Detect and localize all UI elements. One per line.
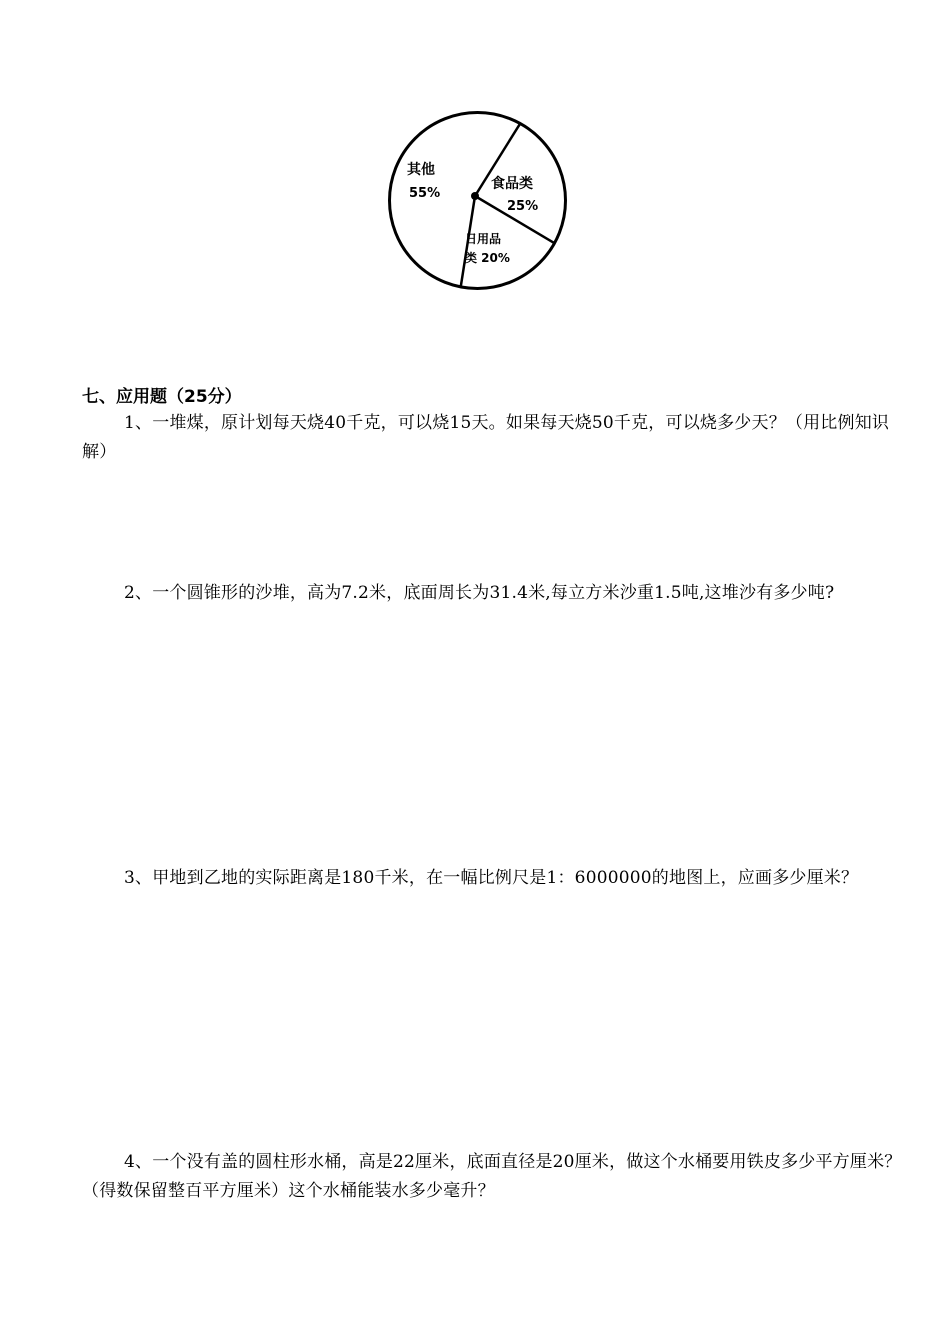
pie-chart-svg — [385, 108, 570, 293]
slice-value-other: 55% — [409, 186, 441, 201]
pie-center-dot — [471, 192, 479, 200]
slice-label-other: 其他 — [407, 162, 435, 178]
problem-1: 1、一堆煤，原计划每天烧40千克，可以烧15天。如果每天烧50千克，可以烧多少天？（用比例知识解） — [82, 413, 890, 462]
problem-3: 3、甲地到乙地的实际距离是180千米，在一幅比例尺是1：6000000的地图上，应画多少厘米？ — [124, 868, 859, 888]
problem-2: 2、一个圆锥形的沙堆，高为7.2米，底面周长为31.4米,每立方米沙重1.5吨,这堆沙有多少吨? — [124, 583, 835, 603]
section-title: 七、应用题（25分） — [82, 387, 242, 407]
problem-4: 4、一个没有盖的圆柱形水桶，高是22厘米，底面直径是20厘米，做这个水桶要用铁皮多少平方厘米？（得数保留整百平方厘米）这个水桶能装水多少毫升？ — [82, 1152, 902, 1201]
slice-label-daily-line1: 日用品 — [465, 232, 502, 246]
slice-label-food: 食品类 — [491, 176, 533, 192]
pie-chart — [385, 108, 570, 293]
slice-value-food: 25% — [507, 199, 539, 214]
slice-label-daily-line2: 类 20% — [465, 251, 510, 265]
